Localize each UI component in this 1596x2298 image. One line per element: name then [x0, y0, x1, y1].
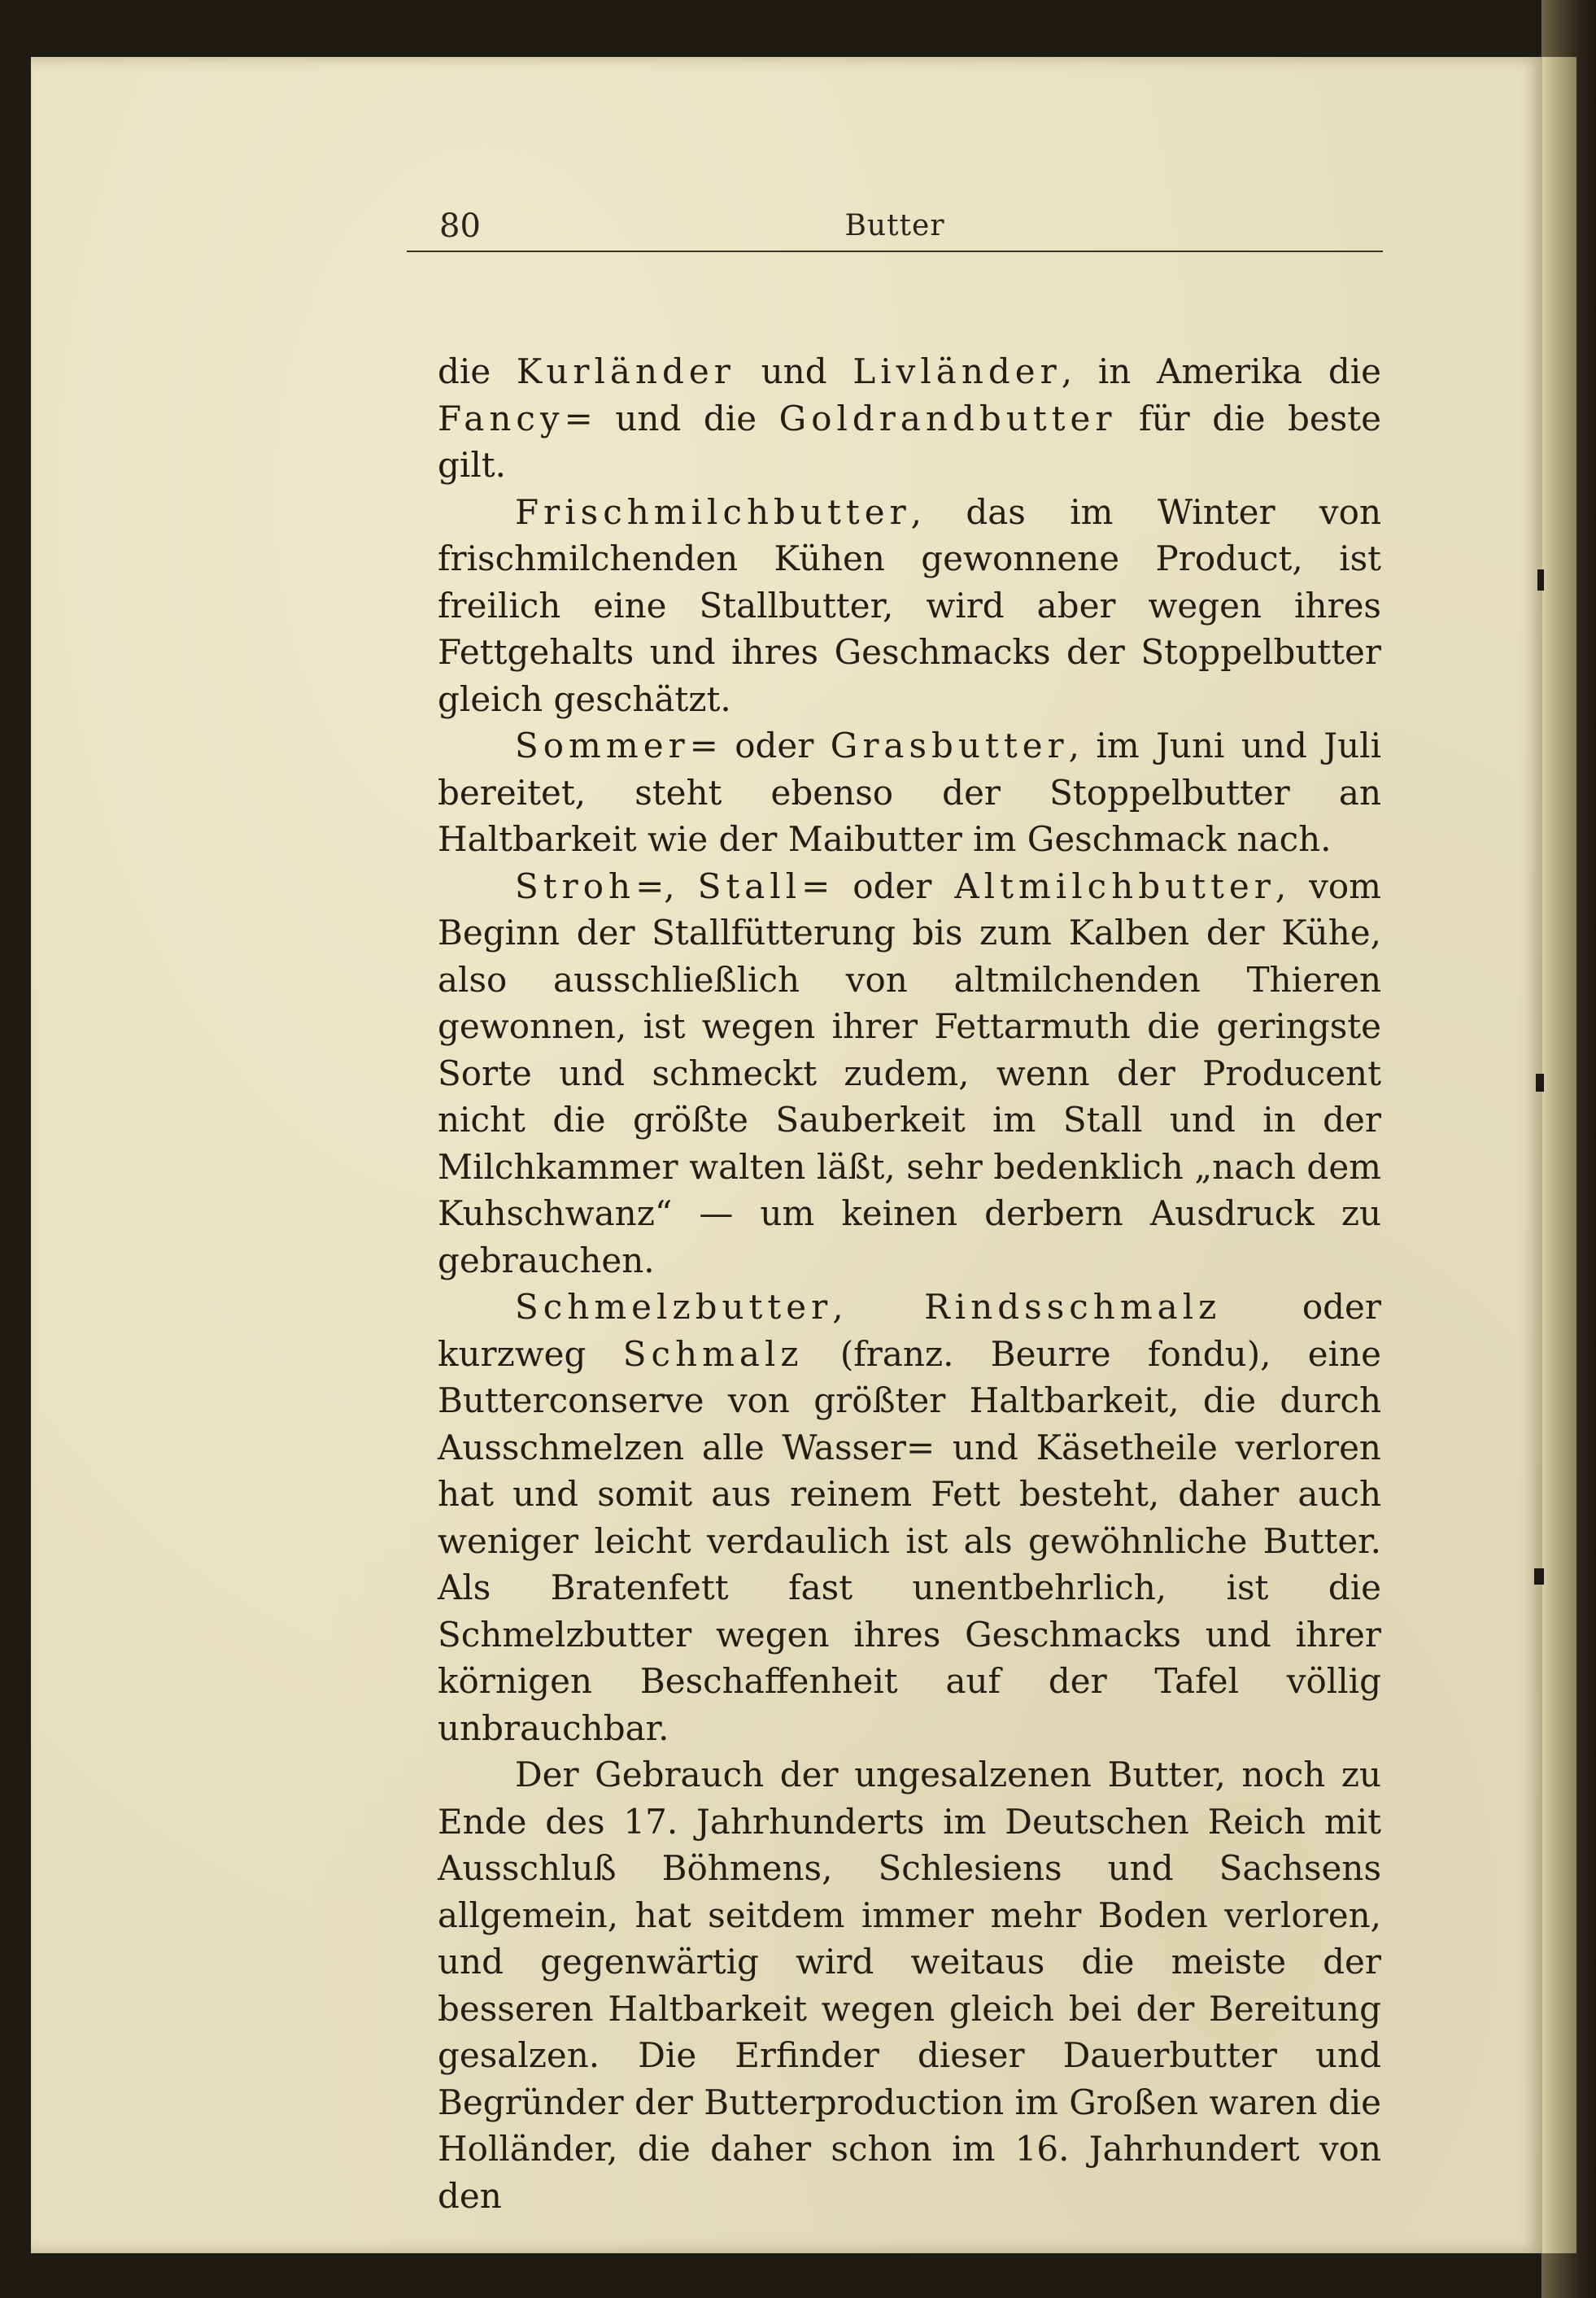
spaced-term: Rindsschmalz: [924, 1287, 1222, 1327]
text-run: , in Amerika die: [1061, 351, 1381, 391]
text-run: =,: [635, 866, 698, 906]
paragraph-5: [438, 1284, 1381, 1751]
paragraph-6: [438, 1751, 1381, 2219]
spaced-term: Fancy: [438, 398, 565, 438]
text-run: die: [438, 351, 517, 391]
page-binding: [1542, 57, 1576, 2253]
spaced-term: Sommer: [515, 726, 690, 765]
text-run: = und die: [564, 398, 779, 438]
text-run: und: [735, 351, 853, 391]
paragraph-2: [438, 489, 1381, 723]
text-run: ,: [832, 1287, 925, 1327]
text-run: oder kurzweg: [438, 1287, 1381, 1374]
spaced-term: Livländer: [853, 351, 1062, 391]
spaced-term: Goldrandbutter: [778, 398, 1117, 438]
text-run: Der Gebrauch der ungesalzenen Butter, noch zu Ende des 17. Jahrhunderts im Deutschen Reich mit Ausschluß Böhmens, Schlesiens und Sachsens allgemein, hat seitdem immer mehr Boden verloren, und gegenwärtig wird weitaus die meiste der besseren Haltbarkeit wegen gleich bei der Bereitung gesalzen. Die Erfinder dieser Dauerbutter und Begründer der Butterproduction im Großen waren die Holländer, die daher schon im 16. Jahrhundert von den: [438, 1755, 1381, 2216]
spaced-term: Stall: [697, 866, 802, 906]
spaced-term: Stroh: [515, 866, 636, 906]
paragraph-1: [438, 348, 1381, 489]
text-run: = oder: [801, 866, 955, 906]
page-header: [407, 202, 1383, 252]
text-run: für die beste gilt.: [438, 398, 1381, 485]
paragraph-4: [438, 863, 1381, 1284]
body-text: [438, 348, 1381, 2219]
margin-mark: [1537, 569, 1544, 591]
margin-mark: [1534, 1568, 1544, 1585]
margin-mark: [1536, 1074, 1544, 1092]
running-title: Butter: [844, 209, 945, 242]
text-run: , im Juni und Juli bereitet, steht ebenso der Stoppelbutter an Haltbarkeit wie der Maibutter im Geschmack nach.: [438, 726, 1381, 859]
text-run: , vom Beginn der Stallfütterung bis zum Kalben der Kühe, also ausschließlich von altmilchenden Thieren gewonnen, ist wegen ihrer Fettarmuth die geringste Sorte und schmeckt zudem, wenn der Producent nicht die größte Sauberkeit im Stall und in der Milchkammer walten läßt, sehr bedenklich „nach dem Kuhschwanz“ — um keinen derbern Ausdruck zu gebrauchen.: [438, 866, 1381, 1280]
spaced-term: Frischmilchbutter: [515, 491, 911, 532]
spaced-term: Kurländer: [516, 351, 735, 391]
spaced-term: Altmilchbutter: [954, 866, 1275, 906]
text-run: (franz. Beurre fondu), eine Butterconserve von größter Haltbarkeit, die durch Ausschmelzen alle Wasser= und Käsetheile verloren hat und somit aus reinem Fett besteht, daher auch weniger leicht verdaulich ist als gewöhnliche Butter. Als Bratenfett fast unentbehrlich, ist die Schmelzbutter wegen ihres Geschmacks und ihrer körnigen Beschaffenheit auf der Tafel völlig unbrauchbar.: [438, 1333, 1381, 1748]
spaced-term: Grasbutter: [830, 726, 1069, 765]
page-number: 80: [439, 207, 481, 245]
text-run: = oder: [689, 726, 831, 765]
spaced-term: Schmelzbutter: [515, 1287, 833, 1327]
paragraph-3: [438, 722, 1381, 863]
text-run: , das im Winter von frischmilchenden Kühen gewonnene Product, ist freilich eine Stallbutter, wird aber wegen ihres Fettgehalts und ihres Geschmacks der Stoppelbutter gleich geschätzt.: [438, 491, 1381, 719]
spaced-term: Schmalz: [622, 1333, 804, 1374]
